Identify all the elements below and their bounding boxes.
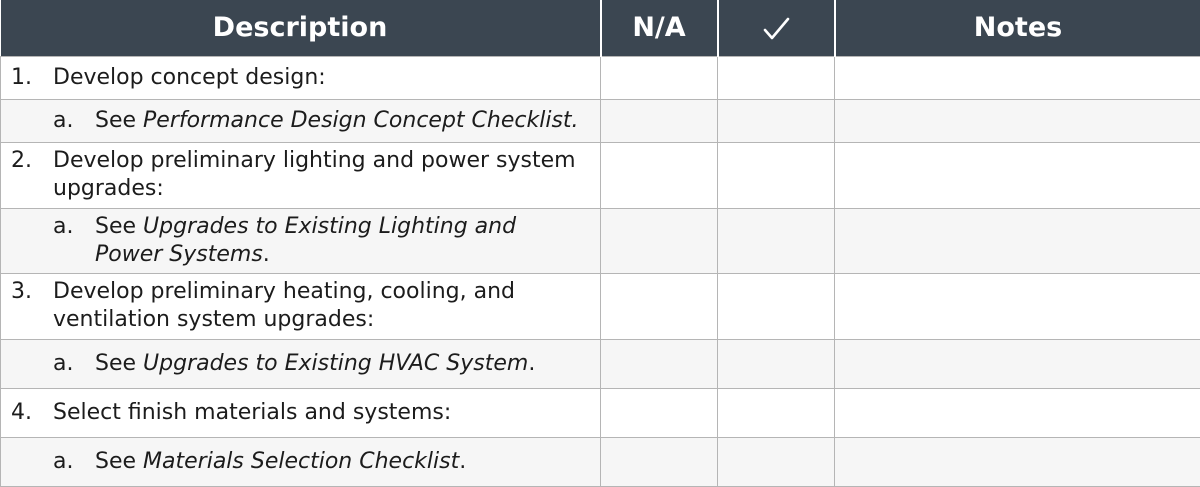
description-cell — [1, 142, 601, 208]
notes-cell[interactable] — [835, 273, 1200, 339]
na-cell[interactable] — [601, 208, 718, 273]
reference-title: Upgrades to Existing HVAC System — [143, 351, 528, 376]
notes-cell[interactable] — [835, 99, 1200, 142]
table-row — [1, 142, 1200, 208]
description-cell — [1, 273, 601, 339]
header-check — [718, 0, 835, 56]
notes-cell[interactable] — [835, 437, 1200, 486]
header-description: Description — [1, 0, 601, 56]
item-text: Develop preliminary heating, cooling, and ventilation system upgrades: — [53, 278, 600, 334]
table-row — [1, 56, 1200, 99]
check-cell[interactable] — [718, 437, 835, 486]
check-cell[interactable] — [718, 208, 835, 273]
description-cell — [1, 437, 601, 486]
reference-title: Materials Selection Checklist — [143, 449, 459, 474]
reference-title: Upgrades to Existing Lighting and Power Systems — [95, 214, 516, 267]
description-cell — [1, 99, 601, 142]
check-cell[interactable] — [718, 388, 835, 437]
item-letter: a. — [53, 107, 95, 135]
check-cell[interactable] — [718, 339, 835, 388]
na-cell[interactable] — [601, 99, 718, 142]
na-cell[interactable] — [601, 273, 718, 339]
header-na: N/A — [601, 0, 718, 56]
notes-cell[interactable] — [835, 142, 1200, 208]
description-cell — [1, 339, 601, 388]
check-cell[interactable] — [718, 99, 835, 142]
see-prefix: See — [95, 214, 143, 239]
na-cell[interactable] — [601, 437, 718, 486]
notes-cell[interactable] — [835, 339, 1200, 388]
table-row — [1, 273, 1200, 339]
na-cell[interactable] — [601, 142, 718, 208]
na-cell[interactable] — [601, 56, 718, 99]
check-icon — [761, 14, 791, 44]
check-cell[interactable] — [718, 273, 835, 339]
table-row — [1, 99, 1200, 142]
description-cell — [1, 208, 601, 273]
item-number: 1. — [11, 64, 53, 92]
item-number: 4. — [11, 399, 53, 427]
description-cell — [1, 56, 601, 99]
reference-suffix: . — [263, 242, 270, 267]
check-cell[interactable] — [718, 142, 835, 208]
see-prefix: See — [95, 449, 143, 474]
table-row — [1, 208, 1200, 273]
item-number: 2. — [11, 147, 53, 175]
na-cell[interactable] — [601, 388, 718, 437]
table-row — [1, 437, 1200, 486]
header-notes: Notes — [835, 0, 1200, 56]
item-letter: a. — [53, 448, 95, 476]
notes-cell[interactable] — [835, 208, 1200, 273]
see-prefix: See — [95, 108, 143, 133]
header-row — [1, 0, 1200, 56]
reference-suffix: . — [528, 351, 535, 376]
item-text: Select finish materials and systems: — [53, 399, 600, 427]
notes-cell[interactable] — [835, 56, 1200, 99]
item-number: 3. — [11, 278, 53, 306]
description-cell — [1, 388, 601, 437]
item-letter: a. — [53, 213, 95, 241]
reference-title: Performance Design Concept Checklist. — [143, 108, 579, 133]
check-cell[interactable] — [718, 56, 835, 99]
table-row — [1, 339, 1200, 388]
item-letter: a. — [53, 350, 95, 378]
reference-suffix: . — [459, 449, 466, 474]
na-cell[interactable] — [601, 339, 718, 388]
item-text: Develop concept design: — [53, 64, 600, 92]
notes-cell[interactable] — [835, 388, 1200, 437]
item-text: Develop preliminary lighting and power system upgrades: — [53, 147, 600, 203]
table-row — [1, 388, 1200, 437]
see-prefix: See — [95, 351, 143, 376]
